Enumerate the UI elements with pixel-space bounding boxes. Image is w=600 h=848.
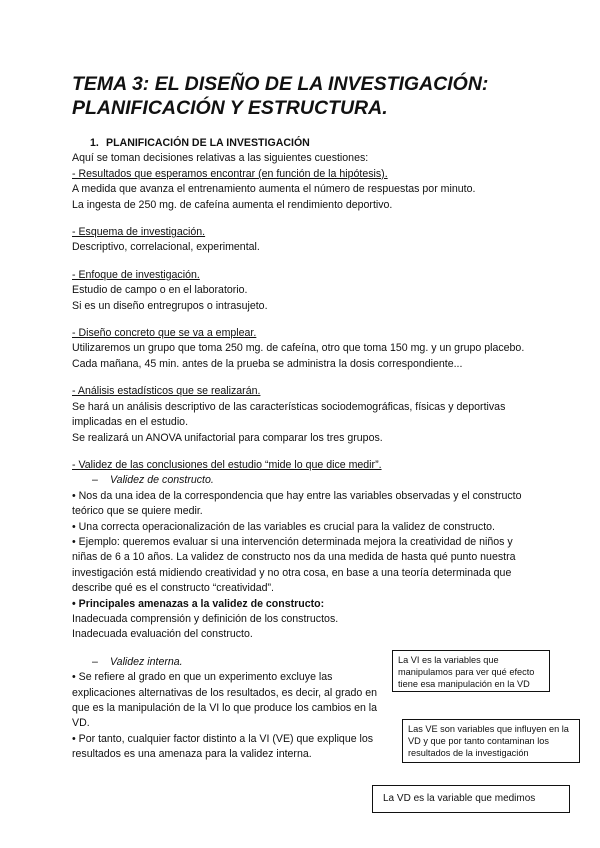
- analisis-line: Se realizará un ANOVA unifactorial para comparar los tres grupos.: [72, 431, 383, 444]
- section-heading-text: PLANIFICACIÓN DE LA INVESTIGACIÓN: [106, 137, 310, 149]
- amenaza-item: Inadecuada comprensión y definición de los constructos.: [72, 612, 339, 625]
- esquema-heading: - Esquema de investigación.: [72, 226, 206, 239]
- constructo-bullet: • Ejemplo: queremos evaluar si una intervención determinada mejora la creatividad de niños y niñas de 6 a 10 años. La validez de constructo nos da una medida de hasta qué punto nuestra investigación está midiendo creatividad y no otra cosa, en base a una teoría determinada que describe qué es el constructo “creatividad”.: [72, 535, 516, 595]
- enfoque-line: Si es un diseño entregrupos o intrasujeto.: [72, 299, 268, 312]
- section-intro: Aquí se toman decisiones relativas a las siguientes cuestiones:: [72, 152, 369, 165]
- validez-heading: - Validez de las conclusiones del estudio “mide lo que dice medir”.: [72, 458, 382, 471]
- diseno-line: Utilizaremos un grupo que toma 250 mg. de cafeína, otro que toma 150 mg. y un grupo placebo.: [72, 342, 525, 355]
- interna-bullet: • Se refiere al grado en que un experimento excluye las explicaciones alternativas de los resultados, es decir, al grado en que es la manipulación de la VI lo que produce los cambios en la VD.: [72, 671, 378, 730]
- document-title: [72, 72, 572, 120]
- constructo-bullet: • Nos da una idea de la correspondencia que hay entre las variables observadas y el constructo teórico que se quiere medir.: [72, 489, 522, 518]
- interna-bullet: • Por tanto, cualquier factor distinto a la VI (VE) que explique los resultados es una amenaza para la validez interna.: [72, 732, 374, 761]
- section-heading: [72, 136, 532, 151]
- note-vi: La VI es la variables que manipulamos para ver qué efecto tiene esa manipulación en la VD: [392, 650, 550, 692]
- enfoque-line: Estudio de campo o en el laboratorio.: [72, 284, 248, 297]
- amenaza-item: Inadecuada evaluación del constructo.: [72, 628, 253, 641]
- resultados-line: A medida que avanza el entrenamiento aumenta el número de respuestas por minuto.: [72, 183, 476, 196]
- note-ve: Las VE son variables que influyen en la VD y que por tanto contaminan los resultados de la investigación: [402, 719, 580, 763]
- title-line-1: TEMA 3: EL DISEÑO DE LA INVESTIGACIÓN:: [72, 73, 489, 95]
- constructo-bullet: • Una correcta operacionalización de las variables es crucial para la validez de constructo.: [72, 520, 495, 533]
- analisis-heading: - Análisis estadísticos que se realizarán.: [72, 385, 261, 398]
- diseno-line: Cada mañana, 45 min. antes de la prueba se administra la dosis correspondiente...: [72, 357, 463, 370]
- constructo-title-text: Validez de constructo.: [110, 474, 214, 487]
- resultados-heading: - Resultados que esperamos encontrar (en función de la hipótesis).: [72, 167, 388, 180]
- analisis-line: Se hará un análisis descriptivo de las características sociodemográficas, físicas y deportivas implicadas en el estudio.: [72, 400, 506, 429]
- enfoque-heading: - Enfoque de investigación.: [72, 268, 200, 281]
- diseno-heading: - Diseño concreto que se va a emplear.: [72, 327, 257, 340]
- dash-marker: –: [92, 655, 98, 668]
- resultados-line: La ingesta de 250 mg. de cafeína aumenta el rendimiento deportivo.: [72, 198, 393, 211]
- section-number: 1.: [90, 137, 99, 149]
- interna-title-text: Validez interna.: [110, 655, 183, 668]
- title-line-2: PLANIFICACIÓN Y ESTRUCTURA.: [72, 97, 388, 119]
- note-vd: La VD es la variable que medimos: [372, 785, 570, 813]
- constructo-title: [72, 473, 532, 488]
- esquema-line: Descriptivo, correlacional, experimental.: [72, 241, 260, 254]
- amenazas-heading: • Principales amenazas a la validez de constructo:: [72, 597, 325, 610]
- dash-marker: –: [92, 474, 98, 487]
